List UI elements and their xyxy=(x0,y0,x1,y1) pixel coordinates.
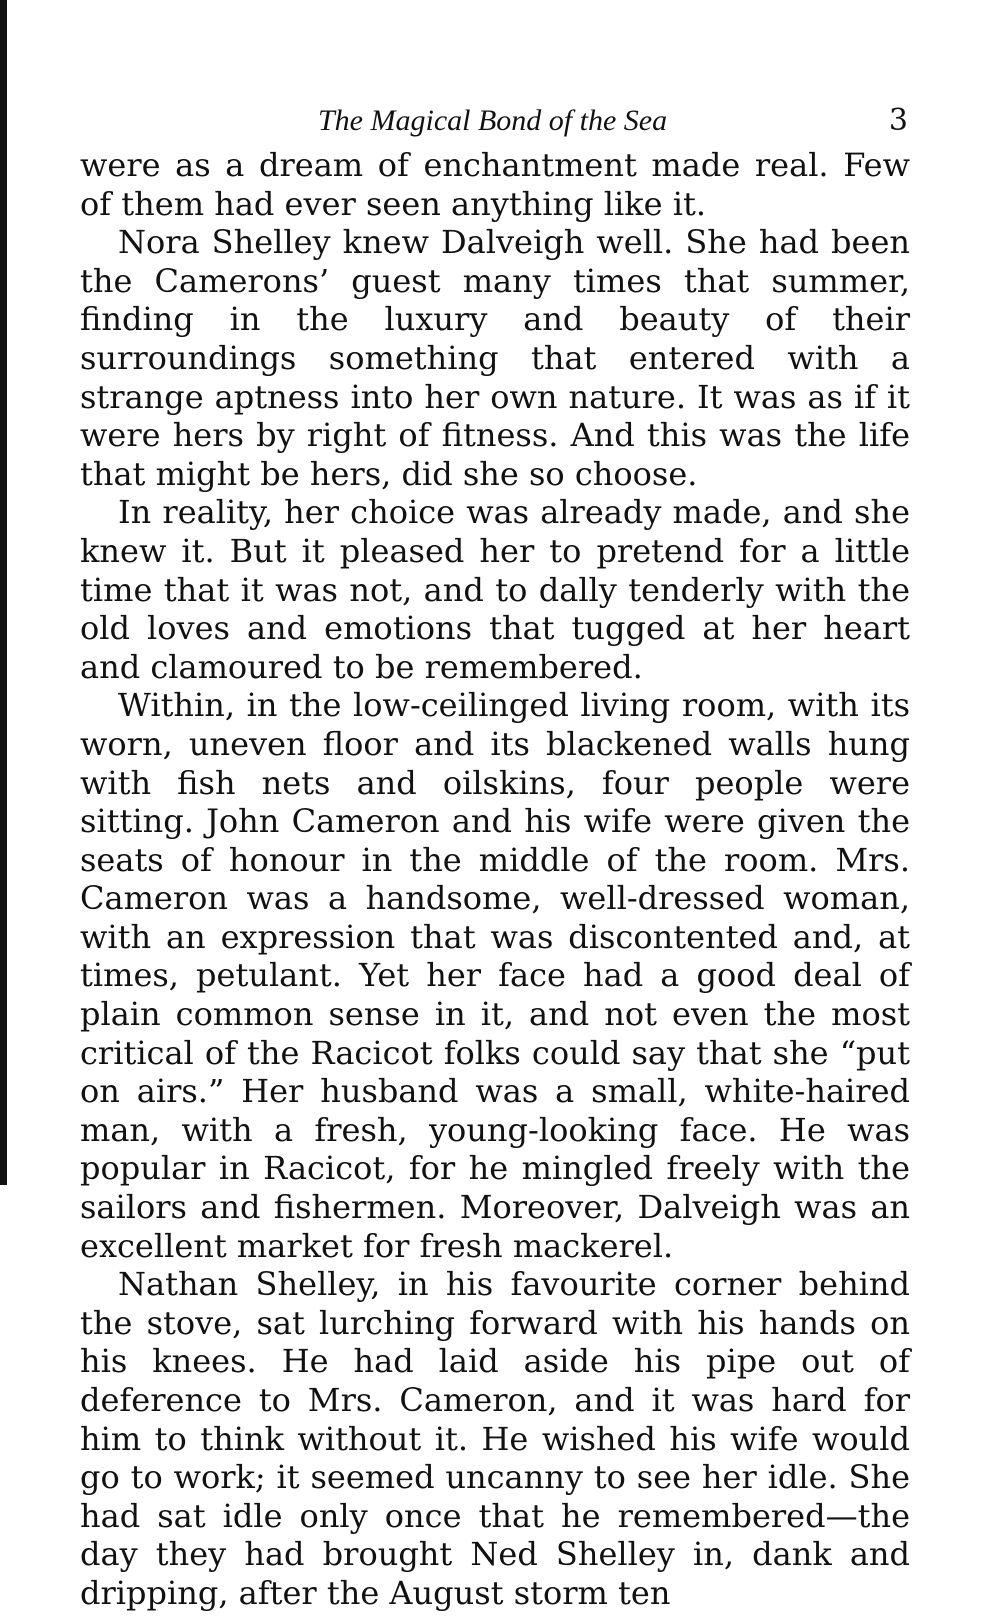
paragraph-1: were as a dream of enchantment made real. Few of them had ever seen anything like it. xyxy=(80,146,910,223)
paragraph-5: Nathan Shelley, in his favourite corner behind the stove, sat lurching forward with his hands on his knees. He had laid aside his pipe out of deference to Mrs. Cameron, and it was hard for him to think without it. He wished his wife would go to work; it seemed uncanny to see her idle. She had sat idle only once that he remembered—the day they had brought Ned Shelley in, dank and dripping, after the August storm ten xyxy=(80,1265,910,1612)
running-head xyxy=(80,96,910,146)
paragraph-2: Nora Shelley knew Dalveigh well. She had been the Camerons’ guest many times that summer, finding in the luxury and beauty of their surroundings something that entered with a strange aptness into her own nature. It was as if it were hers by right of fitness. And this was the life that might be hers, did she so choose. xyxy=(80,223,910,493)
page-binding-edge xyxy=(0,0,7,1185)
page-number: 3 xyxy=(888,103,908,138)
running-head-title: The Magical Bond of the Sea xyxy=(318,104,668,137)
book-page xyxy=(80,96,910,1613)
paragraph-4: Within, in the low-ceilinged living room, with its worn, uneven floor and its blackened walls hung with fish nets and oilskins, four people were sitting. John Cameron and his wife were given the seats of honour in the middle of the room. Mrs. Cameron was a handsome, well-dressed woman, with an expression that was discontented and, at times, petulant. Yet her face had a good deal of plain common sense in it, and not even the most critical of the Racicot folks could say that she “put on airs.” Her husband was a small, white-haired man, with a fresh, young-looking face. He was popular in Racicot, for he mingled freely with the sailors and fishermen. Moreover, Dalveigh was an excellent market for fresh mackerel. xyxy=(80,686,910,1265)
paragraph-3: In reality, her choice was already made, and she knew it. But it pleased her to pretend for a little time that it was not, and to dally tenderly with the old loves and emotions that tugged at her heart and clamoured to be remembered. xyxy=(80,493,910,686)
